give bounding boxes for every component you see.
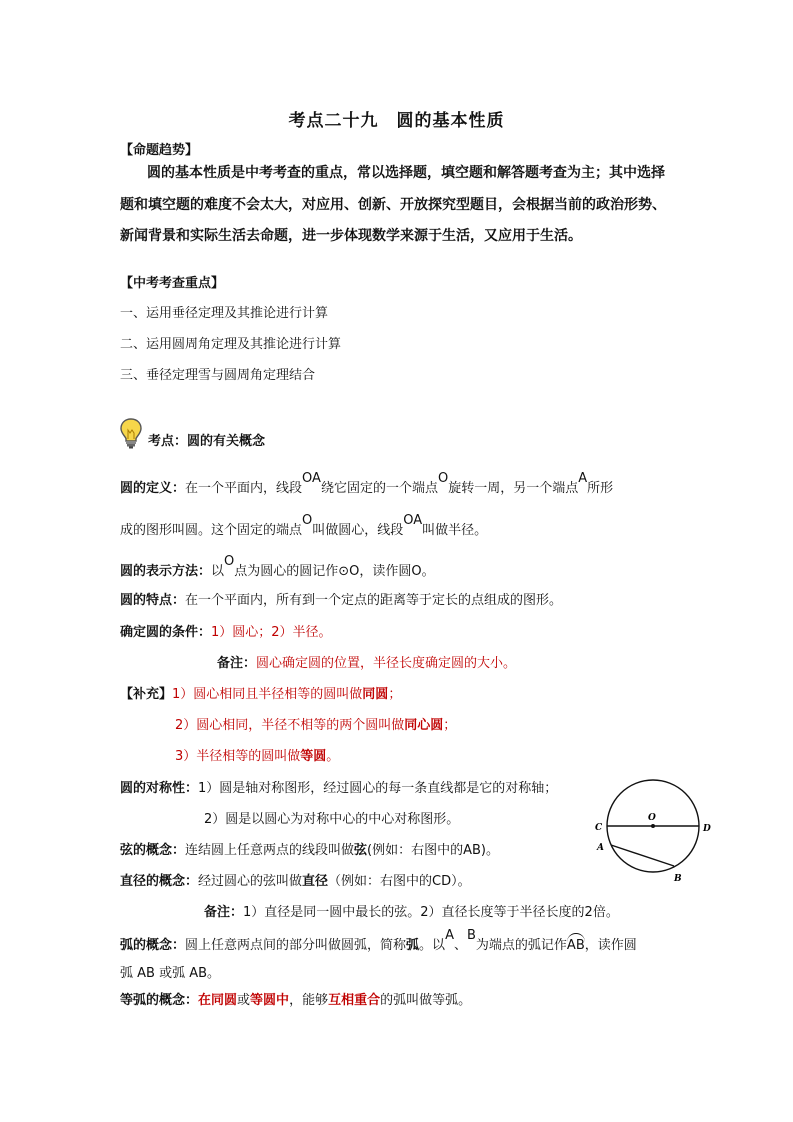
trend-line-2: 题和填空题的难度不会太大，对应用、创新、开放探究型题目，会根据当前的政治形势、 <box>120 197 666 213</box>
trend-line-1: 圆的基本性质是中考考查的重点，常以选择题，填空题和解答题考查为主；其中选择 <box>147 165 665 181</box>
symmetry-line-2: 2）圆是以圆心为对称中心的中心对称图形。 <box>204 812 460 827</box>
center-point <box>651 824 655 828</box>
label-a: A <box>597 843 604 853</box>
note-2: 备注：1）直径是同一圆中最长的弦。2）直径长度等于半径长度的2倍。 <box>204 905 619 920</box>
arc-line-1: 弧的概念：圆上任意两点间的部分叫做圆弧，简称弧。以A、B为端点的弧记作AB，读作圆 <box>120 928 637 953</box>
diameter-line: 直径的概念：经过圆心的弦叫做直径（例如：右图中的CD）。 <box>120 874 471 889</box>
focus-heading: 【中考考查重点】 <box>120 276 225 291</box>
label-c: C <box>595 823 603 833</box>
focus-item-3: 三、垂径定理雪与圆周角定理结合 <box>120 368 316 383</box>
label-d: D <box>703 824 711 834</box>
section-label: 考点：圆的有关概念 <box>148 434 266 449</box>
definition-label: 圆的定义： <box>120 481 186 496</box>
feature-line: 圆的特点：在一个平面内，所有到一个定点的距离等于定长的点组成的图形。 <box>120 593 563 608</box>
label-o: O <box>648 813 656 823</box>
chord-ab <box>611 845 674 866</box>
focus-item-2: 二、运用圆周角定理及其推论进行计算 <box>120 337 342 352</box>
equal-arc-line: 等弧的概念：在同圆或等圆中，能够互相重合的弧叫做等弧。 <box>120 993 472 1008</box>
supplement-item-1: 【补充】1）圆心相同且半径相等的圆叫做同圆； <box>120 687 402 702</box>
definition-line-1: 圆的定义：在一个平面内，线段OA绕它固定的一个端点O旋转一周，另一个端点A所形 <box>120 471 614 496</box>
lightbulb-icon <box>118 416 144 450</box>
definition-line-2: 成的图形叫圆。这个固定的端点O叫做圆心，线段OA叫做半径。 <box>120 513 488 538</box>
trend-heading: 【命题趋势】 <box>120 143 199 158</box>
label-b: B <box>674 874 682 884</box>
condition-line: 确定圆的条件：1）圆心；2）半径。 <box>120 625 332 640</box>
arc-line-2: 弧 AB 或弧 AB。 <box>120 966 221 981</box>
chord-line: 弦的概念：连结圆上任意两点的线段叫做弦(例如：右图中的AB)。 <box>120 843 500 858</box>
trend-line-3: 新闻背景和实际生活去命题，进一步体现数学来源于生活，又应用于生活。 <box>120 228 582 244</box>
page-title: 考点二十九 圆的基本性质 <box>288 111 505 131</box>
supplement-item-3: 3）半径相等的圆叫做等圆。 <box>175 749 340 764</box>
focus-item-1: 一、运用垂径定理及其推论进行计算 <box>120 306 329 321</box>
supplement-item-2: 2）圆心相同，半径不相等的两个圆叫做同心圆； <box>175 718 457 733</box>
arc-ab-symbol: AB <box>566 938 585 953</box>
circle-figure <box>585 770 720 890</box>
notation-line: 圆的表示方法：以O点为圆心的圆记作⊙O，读作圆O。 <box>120 554 435 579</box>
symmetry-line-1: 圆的对称性：1）圆是轴对称图形，经过圆心的每一条直线都是它的对称轴； <box>120 781 558 796</box>
note-1: 备注：圆心确定圆的位置，半径长度确定圆的大小。 <box>217 656 517 671</box>
